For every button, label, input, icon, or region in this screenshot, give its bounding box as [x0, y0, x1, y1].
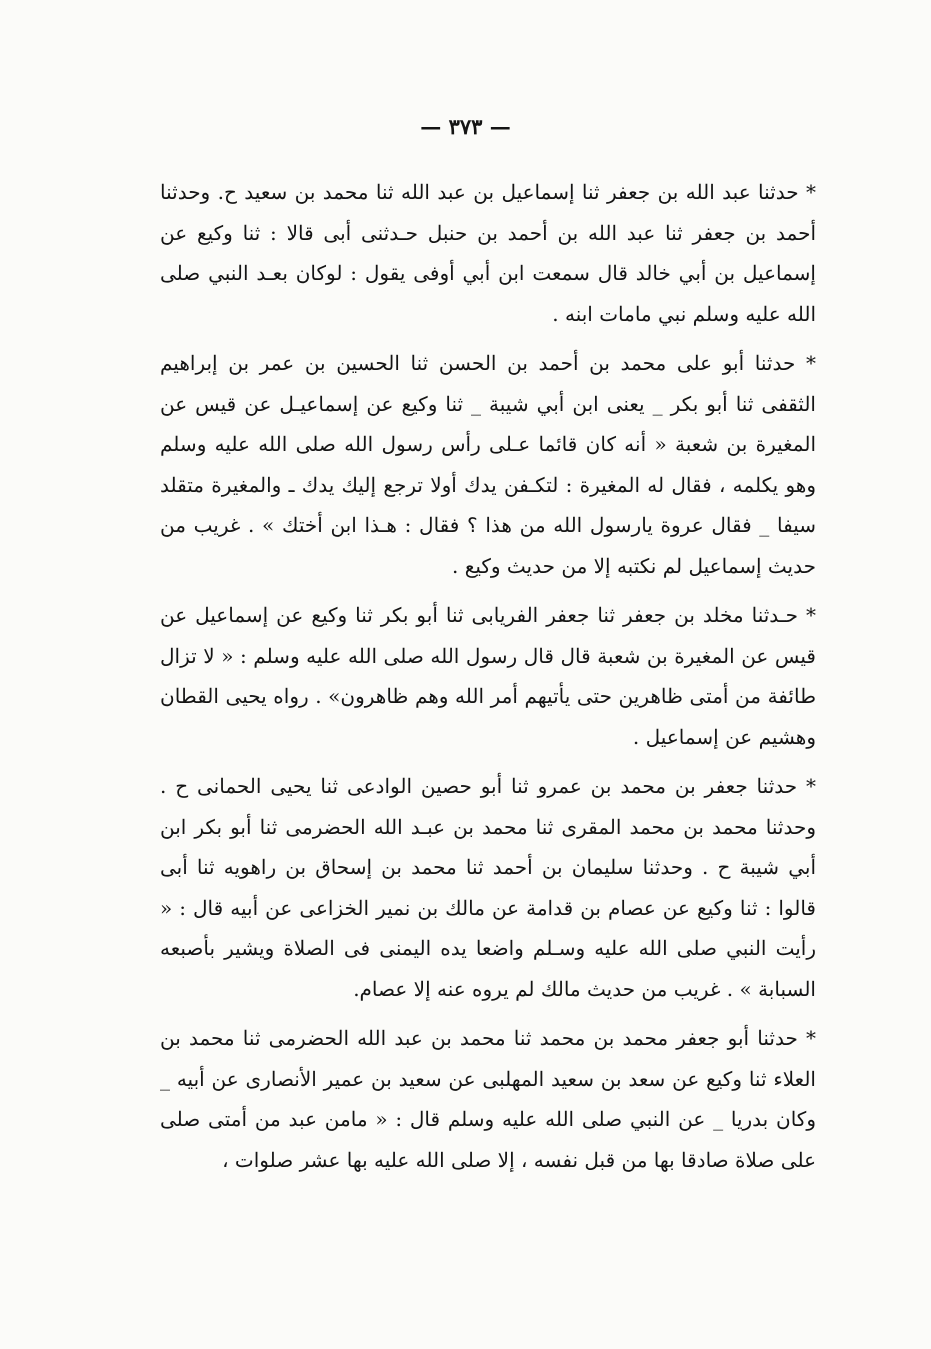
body-text [160, 172, 816, 1180]
hadith-paragraph-3: * حـدثنا مخلد بن جعفر ثنا جعفر الفريابى ثنا أبو بكر ثنا وكيع عن إسماعيل عن قيس عن المغيرة بن شعبة قال قال رسول الله صلى الله عليه وسلم : « لا تزال طائفة من أمتى ظاهرين حتى يأتيهم أمر الله وهم ظاهرون» . رواه يحيى القطان وهشيم عن إسماعيل . [160, 603, 816, 749]
hadith-paragraph-4: * حدثنا جعفر بن محمد بن عمرو ثنا أبو حصين الوادعى ثنا يحيى الحمانى ح . وحدثنا محمد بن محمد المقرى ثنا محمد بن عبـد الله الحضرمى ثنا أبو بكر ابن أبي شيبة ح . وحدثنا سليمان بن أحمد ثنا محمد بن إسحاق بن راهويه ثنا أبى قالوا : ثنا وكيع عن عصام بن قدامة عن مالك بن نمير الخزاعى عن أبيه قال : « رأيت النبي صلى الله عليه وسـلم واضعا يده اليمنى فى الصلاة ويشير بأصبعه السبابة » . غريب من حديث مالك لم يروه عنه إلا عصام. [160, 774, 816, 1001]
page-number: — ٣٧٣ — [420, 114, 511, 139]
hadith-paragraph-5: * حدثنا أبو جعفر محمد بن محمد ثنا محمد بن عبد الله الحضرمى ثنا محمد بن العلاء ثنا وكيع عن سعد بن سعيد المهلبى عن سعيد بن عمير الأنصارى عن أبيه _ وكان بدريا _ عن النبي صلى الله عليه وسلم قال : « مامن عبد من أمتى صلى على صلاة صادقا بها من قبل نفسه ، إلا صلى الله عليه بها عشر صلوات ، [160, 1026, 816, 1172]
hadith-paragraph-1: * حدثنا عبد الله بن جعفر ثنا إسماعيل بن عبد الله ثنا محمد بن سعيد ح. وحدثنا أحمد بن جعفر ثنا عبد الله بن أحمد بن حنبل حـدثنى أبى قالا : ثنا وكيع عن إسماعيل بن أبي خالد قال سمعت ابن أبي أوفى يقول : لوكان بعـد النبي صلى الله عليه وسلم نبي مامات ابنه . [160, 180, 816, 326]
hadith-paragraph-2: * حدثنا أبو على محمد بن أحمد بن الحسن ثنا الحسين بن عمر بن إبراهيم الثقفى ثنا أبو بكر _ يعنى ابن أبي شيبة _ ثنا وكيع عن إسماعيـل عن قيس عن المغيرة بن شعبة « أنه كان قائما عـلى رأس رسول الله صلى الله عليه وسلم وهو يكلمه ، فقال له المغيرة : لتكـفن يدك أولا ترجع إليك يدك ـ والمغيرة متقلد سيفا _ فقال عروة يارسول الله من هذا ؟ فقال : هـذا ابن أختك » . غريب من حديث إسماعيل لم نكتبه إلا من حديث وكيع . [160, 351, 816, 578]
